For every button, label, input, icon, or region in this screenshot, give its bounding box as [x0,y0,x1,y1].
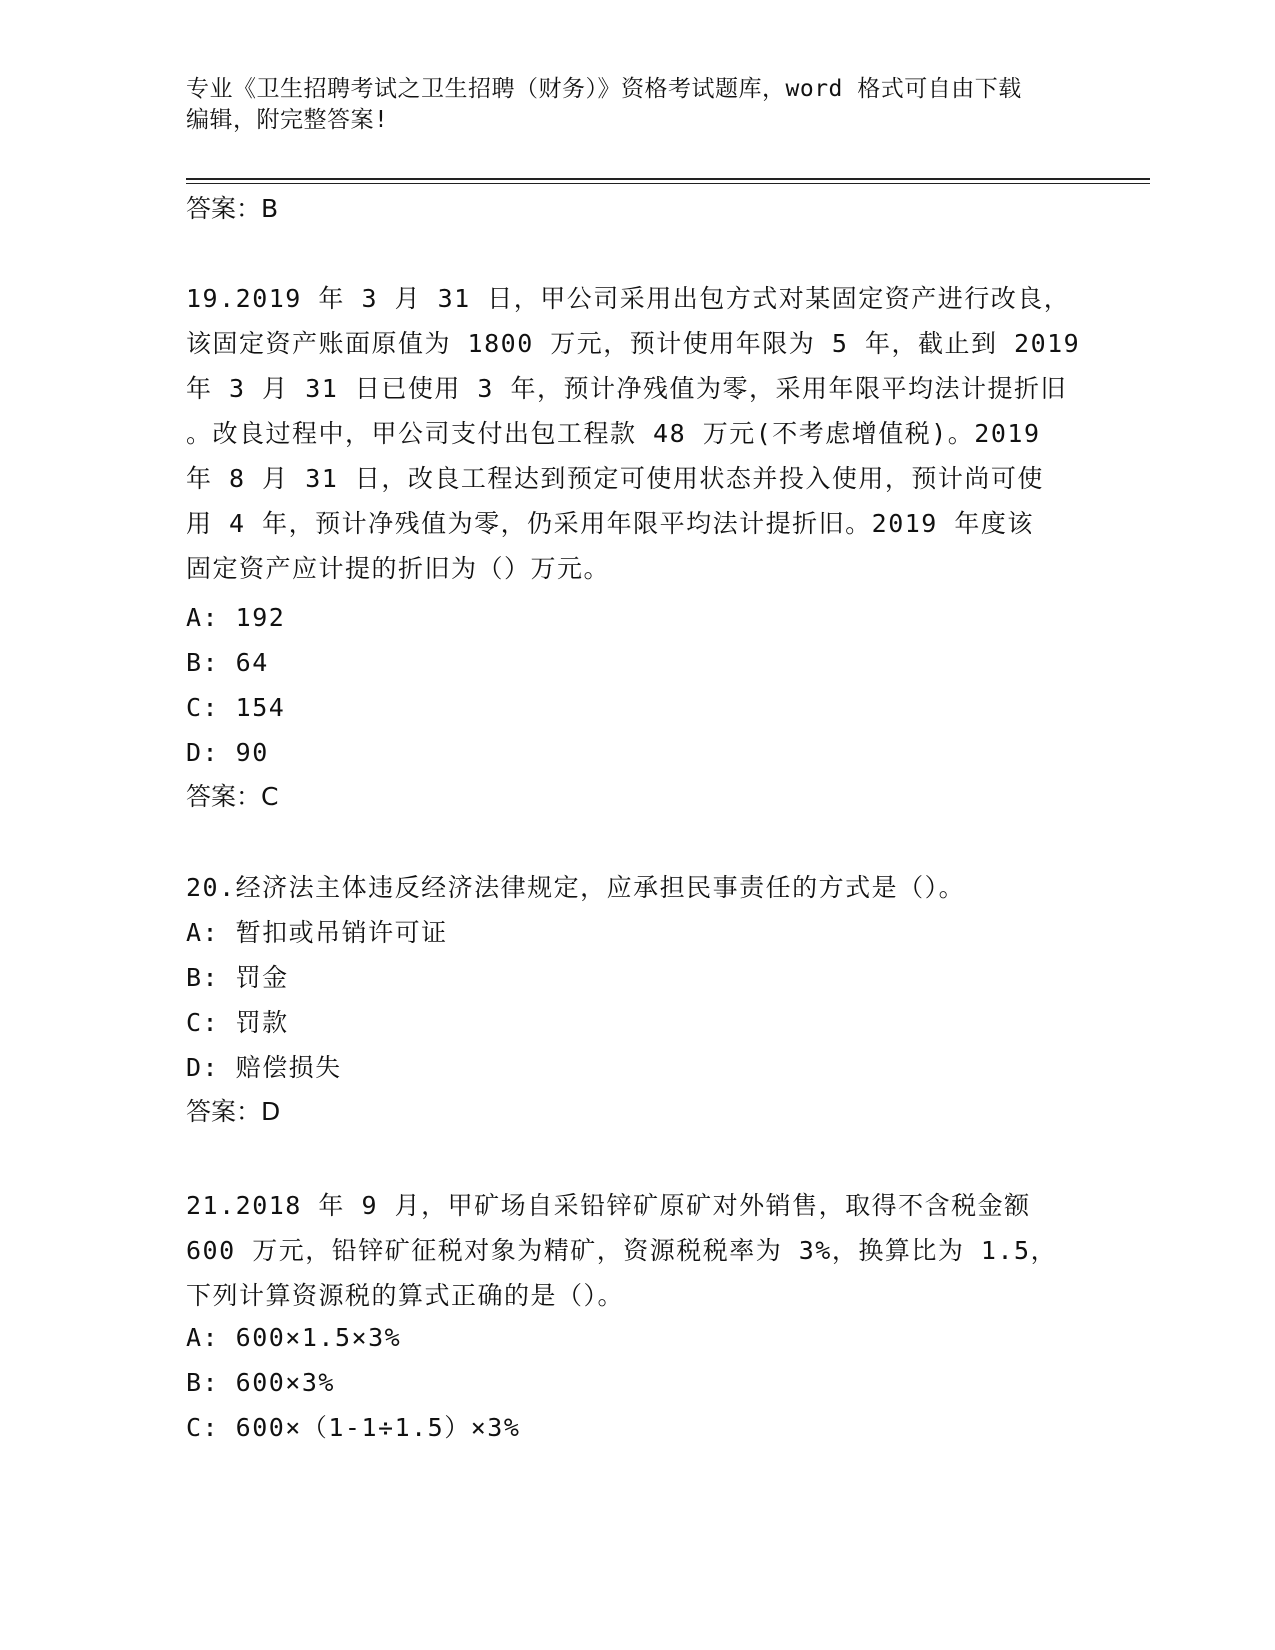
question-19-option-d: D: 90 [186,738,269,767]
question-19-text [186,276,1096,591]
question-20-option-c: C: 罚款 [186,1008,289,1037]
question-20-option-b: B: 罚金 [186,963,289,992]
question-19-line: 。改良过程中，甲公司支付出包工程款 48 万元(不考虑增值税)。2019 [186,419,1041,448]
question-21-option-a: A: 600×1.5×3% [186,1323,402,1352]
question-19-line: 该固定资产账面原值为 1800 万元，预计使用年限为 5 年，截止到 2019 [186,329,1081,358]
question-21-line: 600 万元，铅锌矿征税对象为精矿，资源税税率为 3%，换算比为 1.5， [186,1236,1058,1265]
question-19-line: 年 8 月 31 日，改良工程达到预定可使用状态并投入使用，预计尚可使 [186,464,1044,493]
question-19-line: 固定资产应计提的折旧为（）万元。 [186,554,611,583]
question-21-option-b: B: 600×3% [186,1368,335,1397]
question-21-text [186,1183,1096,1318]
question-19-option-b: B: 64 [186,648,269,677]
header-line-1: 专业《卫生招聘考试之卫生招聘（财务）》资格考试题库，word 格式可自由下载 [186,76,1022,102]
question-19-line: 19.2019 年 3 月 31 日，甲公司采用出包方式对某固定资产进行改良， [186,284,1071,313]
question-19-option-a: A: 192 [186,603,286,632]
header-divider-thick [186,178,1150,180]
header-line-2: 编辑，附完整答案! [186,107,389,133]
answer-20: 答案：D [186,1097,281,1126]
question-20-text: 20.经济法主体违反经济法律规定，应承担民事责任的方式是（）。 [186,873,966,902]
answer-19: 答案：C [186,782,279,811]
header-divider-thin [186,183,1150,184]
document-header [186,74,1066,136]
question-19-line: 年 3 月 31 日已使用 3 年，预计净残值为零，采用年限平均法计提折旧 [186,374,1068,403]
question-20-option-a: A: 暂扣或吊销许可证 [186,918,448,947]
question-20-option-d: D: 赔偿损失 [186,1053,342,1082]
question-21-line: 21.2018 年 9 月，甲矿场自采铅锌矿原矿对外销售，取得不含税金额 [186,1191,1031,1220]
question-19-line: 用 4 年，预计净残值为零，仍采用年限平均法计提折旧。2019 年度该 [186,509,1034,538]
question-21-option-c: C: 600×（1-1÷1.5）×3% [186,1413,521,1442]
question-19-option-c: C: 154 [186,693,286,722]
question-21-line: 下列计算资源税的算式正确的是（）。 [186,1281,625,1310]
answer-18: 答案：B [186,194,279,223]
